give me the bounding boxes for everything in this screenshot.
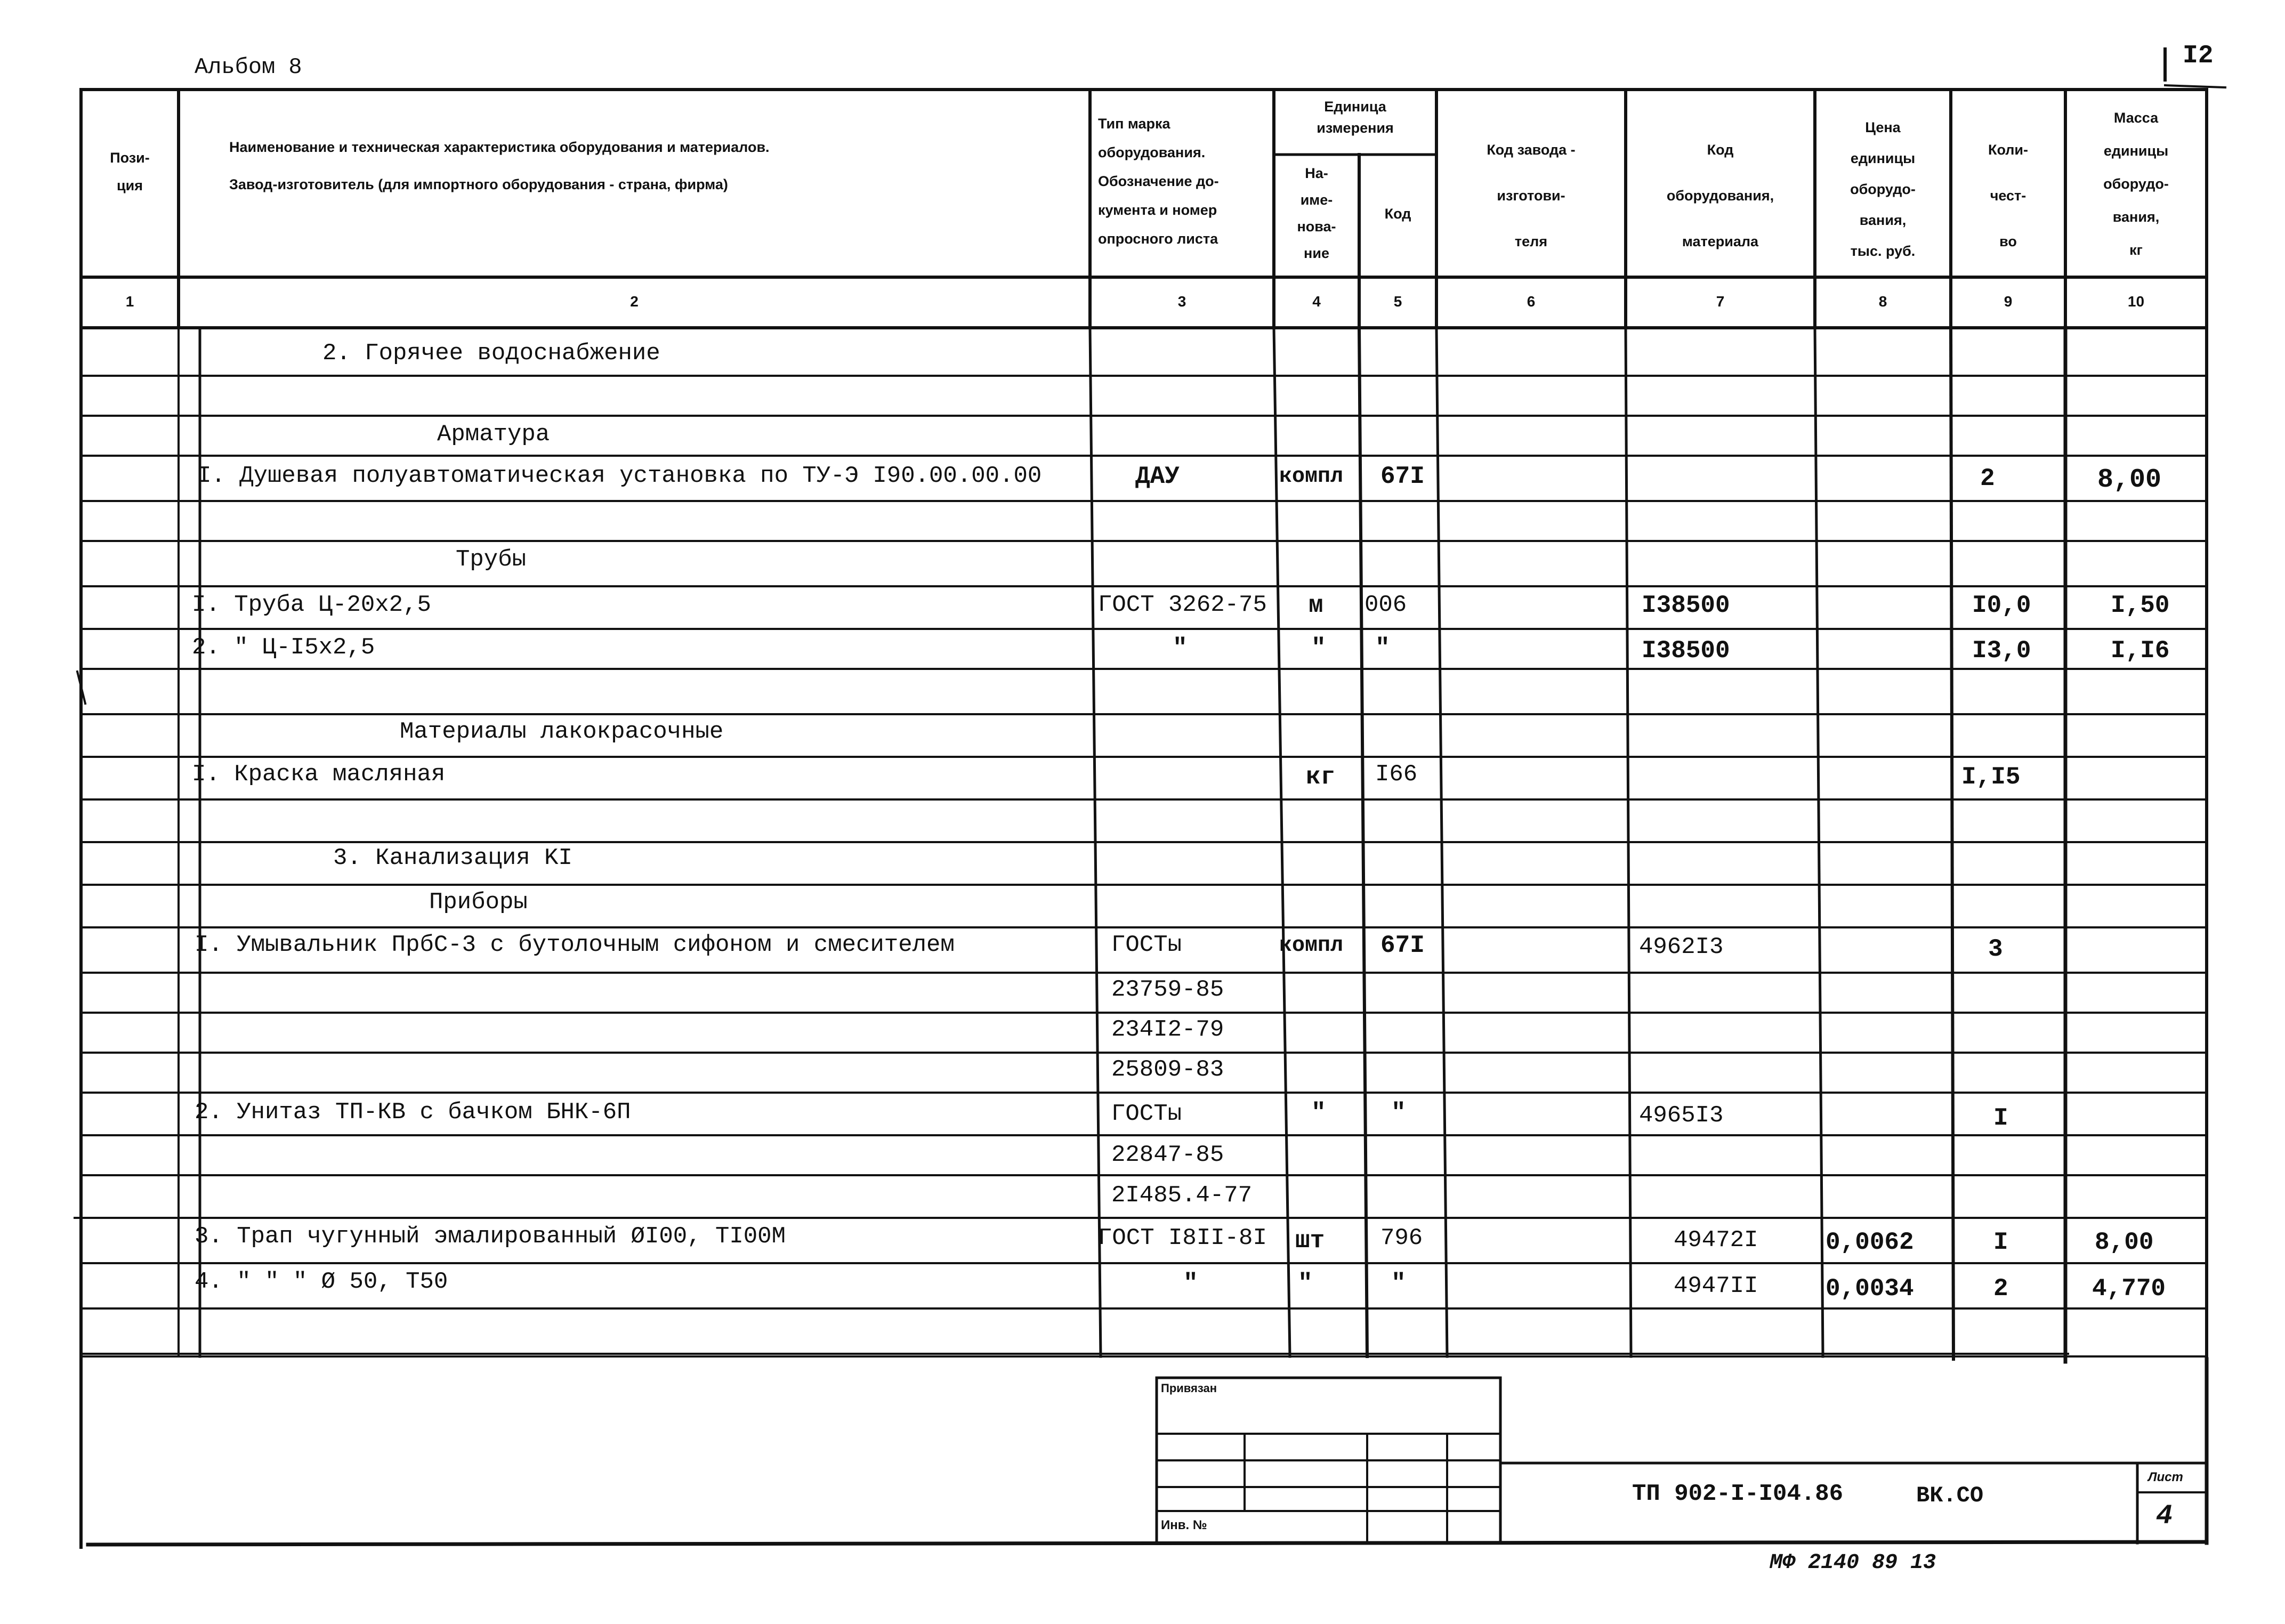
- table-row-name: I. Умывальник ПрбС-3 с бутолочным сифоном и смесителем: [195, 932, 955, 958]
- table-row-code: 67I: [1380, 932, 1425, 959]
- subsection-heading: Материалы лакокрасочные: [400, 718, 724, 745]
- table-row-name: 2. Унитаз ТП-КВ с бачком БНК-6П: [195, 1099, 631, 1126]
- table-row-unit: кг: [1306, 763, 1336, 791]
- table-row-code: ": [1391, 1099, 1406, 1127]
- sheet-corner-number: I2: [2183, 42, 2214, 70]
- table-row-equip-code: 49472I: [1674, 1227, 1758, 1254]
- sheet-label: Лист: [2148, 1470, 2183, 1484]
- subsection-heading: Приборы: [429, 889, 528, 916]
- column-number-5: 5: [1393, 293, 1402, 310]
- table-row-unit: ": [1298, 1270, 1313, 1297]
- header-col2: Наименование и техническая характеристика оборудования и материалов. Завод-изготовитель (для импортного оборудования - страна, фирма): [229, 139, 770, 192]
- column-number-2: 2: [630, 293, 639, 310]
- table-row-unit: шт: [1295, 1227, 1325, 1255]
- table-row-type: 22847-85: [1111, 1142, 1224, 1168]
- table-row-unit: компл: [1279, 934, 1344, 958]
- table-row-equip-code: 4962I3: [1639, 934, 1724, 960]
- column-number-4: 4: [1312, 293, 1321, 310]
- table-row-name: 2. " Ц-I5х2,5: [192, 634, 375, 661]
- table-row-name: I. Краска масляная: [192, 761, 446, 788]
- table-row-code: 67I: [1380, 463, 1425, 490]
- subsection-heading: Трубы: [456, 546, 527, 573]
- table-row-code: ": [1375, 634, 1390, 662]
- table-row-qty: I: [1993, 1229, 2008, 1256]
- table-row-type: 23759-85: [1111, 976, 1224, 1003]
- header-col8: Цена единицы оборудо- вания, тыс. руб.: [1850, 119, 1916, 259]
- header-col5: Код: [1384, 206, 1411, 222]
- table-row-type: ": [1183, 1270, 1198, 1297]
- album-label: Альбом 8: [195, 54, 302, 80]
- table-row-code: ": [1391, 1270, 1406, 1297]
- column-number-7: 7: [1716, 293, 1725, 310]
- table-row-qty: 2: [1993, 1275, 2008, 1303]
- table-row-type: ГОСТы: [1111, 1101, 1182, 1127]
- table-row-type: 234I2-79: [1111, 1016, 1224, 1043]
- table-row-mass: I,50: [2111, 592, 2170, 619]
- header-col7: Код оборудования, материала: [1666, 142, 1774, 249]
- header-col3: Тип марка оборудования. Обозначение до- кумента и номер опросного листа: [1098, 116, 1219, 247]
- header-col1: Пози- ция: [110, 150, 150, 193]
- table-row-name: 4. " " " Ø 50, T50: [195, 1269, 448, 1295]
- table-row-type: ДАУ: [1135, 463, 1180, 490]
- column-number-10: 10: [2127, 293, 2145, 310]
- table-row-type: ГОСТ I8II-8I: [1098, 1225, 1267, 1251]
- section-heading: 3. Канализация KI: [333, 845, 572, 871]
- table-row-unit: м: [1309, 592, 1323, 619]
- table-row-price: 0,0034: [1826, 1275, 1914, 1303]
- table-row-code: 006: [1364, 592, 1407, 618]
- header-col10: Масса единицы оборудо- вания, кг: [2103, 110, 2169, 258]
- table-row-unit: ": [1311, 634, 1326, 662]
- table-row-equip-code: 4947II: [1674, 1273, 1758, 1299]
- header-unit-group: Единица измерения: [1317, 99, 1394, 136]
- table-row-unit: компл: [1279, 465, 1344, 489]
- header-col4: На- име- нова- ние: [1297, 165, 1336, 261]
- table-row-type: ГОСТы: [1111, 932, 1182, 958]
- table-row-price: 0,0062: [1826, 1229, 1914, 1256]
- table-row-name: I. Душевая полуавтоматическая установка по ТУ-Э I90.00.00.00: [197, 463, 1042, 489]
- table-row-code: 796: [1380, 1225, 1423, 1251]
- table-row-mass: 8,00: [2095, 1229, 2154, 1256]
- table-row-name: I. Труба Ц-20х2,5: [192, 592, 431, 618]
- table-row-code: I66: [1375, 761, 1418, 788]
- table-row-equip-code: I38500: [1642, 592, 1730, 619]
- header-col6: Код завода - изготови- теля: [1487, 142, 1576, 249]
- table-row-equip-code: I38500: [1642, 637, 1730, 665]
- table-row-qty: I3,0: [1972, 637, 2031, 665]
- table-row-mass: 4,770: [2092, 1275, 2166, 1303]
- table-row-mass: 8,00: [2097, 465, 2162, 495]
- subsection-heading: Арматура: [437, 421, 550, 448]
- table-row-unit: ": [1311, 1099, 1326, 1127]
- section-heading: 2. Горячее водоснабжение: [322, 340, 660, 367]
- table-row-qty: I0,0: [1972, 592, 2031, 619]
- table-row-qty: 2: [1980, 465, 1995, 492]
- column-number-1: 1: [125, 293, 134, 310]
- doc-section: ВК.СО: [1916, 1483, 1984, 1508]
- header-col9: Коли- чест- во: [1988, 142, 2029, 249]
- table-row-type: 2I485.4-77: [1111, 1182, 1253, 1209]
- table-row-type: 25809-83: [1111, 1056, 1224, 1083]
- column-number-3: 3: [1177, 293, 1186, 310]
- table-row-qty: I,I5: [1961, 763, 2021, 791]
- doc-code: ТП 902-I-I04.86: [1632, 1481, 1844, 1507]
- column-number-6: 6: [1527, 293, 1536, 310]
- table-row-qty: I: [1993, 1104, 2008, 1132]
- table-row-qty: 3: [1988, 935, 2003, 963]
- column-number-9: 9: [2004, 293, 2013, 310]
- table-row-mass: I,I6: [2111, 637, 2170, 665]
- footer-handwritten-mark: МФ 2140 89 13: [1770, 1551, 1936, 1575]
- table-row-equip-code: 4965I3: [1639, 1102, 1724, 1129]
- stamp-inv-no: Инв. №: [1161, 1518, 1207, 1532]
- sheet-number: 4: [2156, 1500, 2173, 1532]
- stamp-privyazan: Привязан: [1161, 1381, 1217, 1395]
- table-row-type: ГОСТ 3262-75: [1098, 592, 1267, 618]
- table-row-name: 3. Трап чугунный эмалированный ØI00, TI00M: [195, 1223, 786, 1250]
- column-number-8: 8: [1878, 293, 1887, 310]
- table-row-type: ": [1173, 634, 1188, 662]
